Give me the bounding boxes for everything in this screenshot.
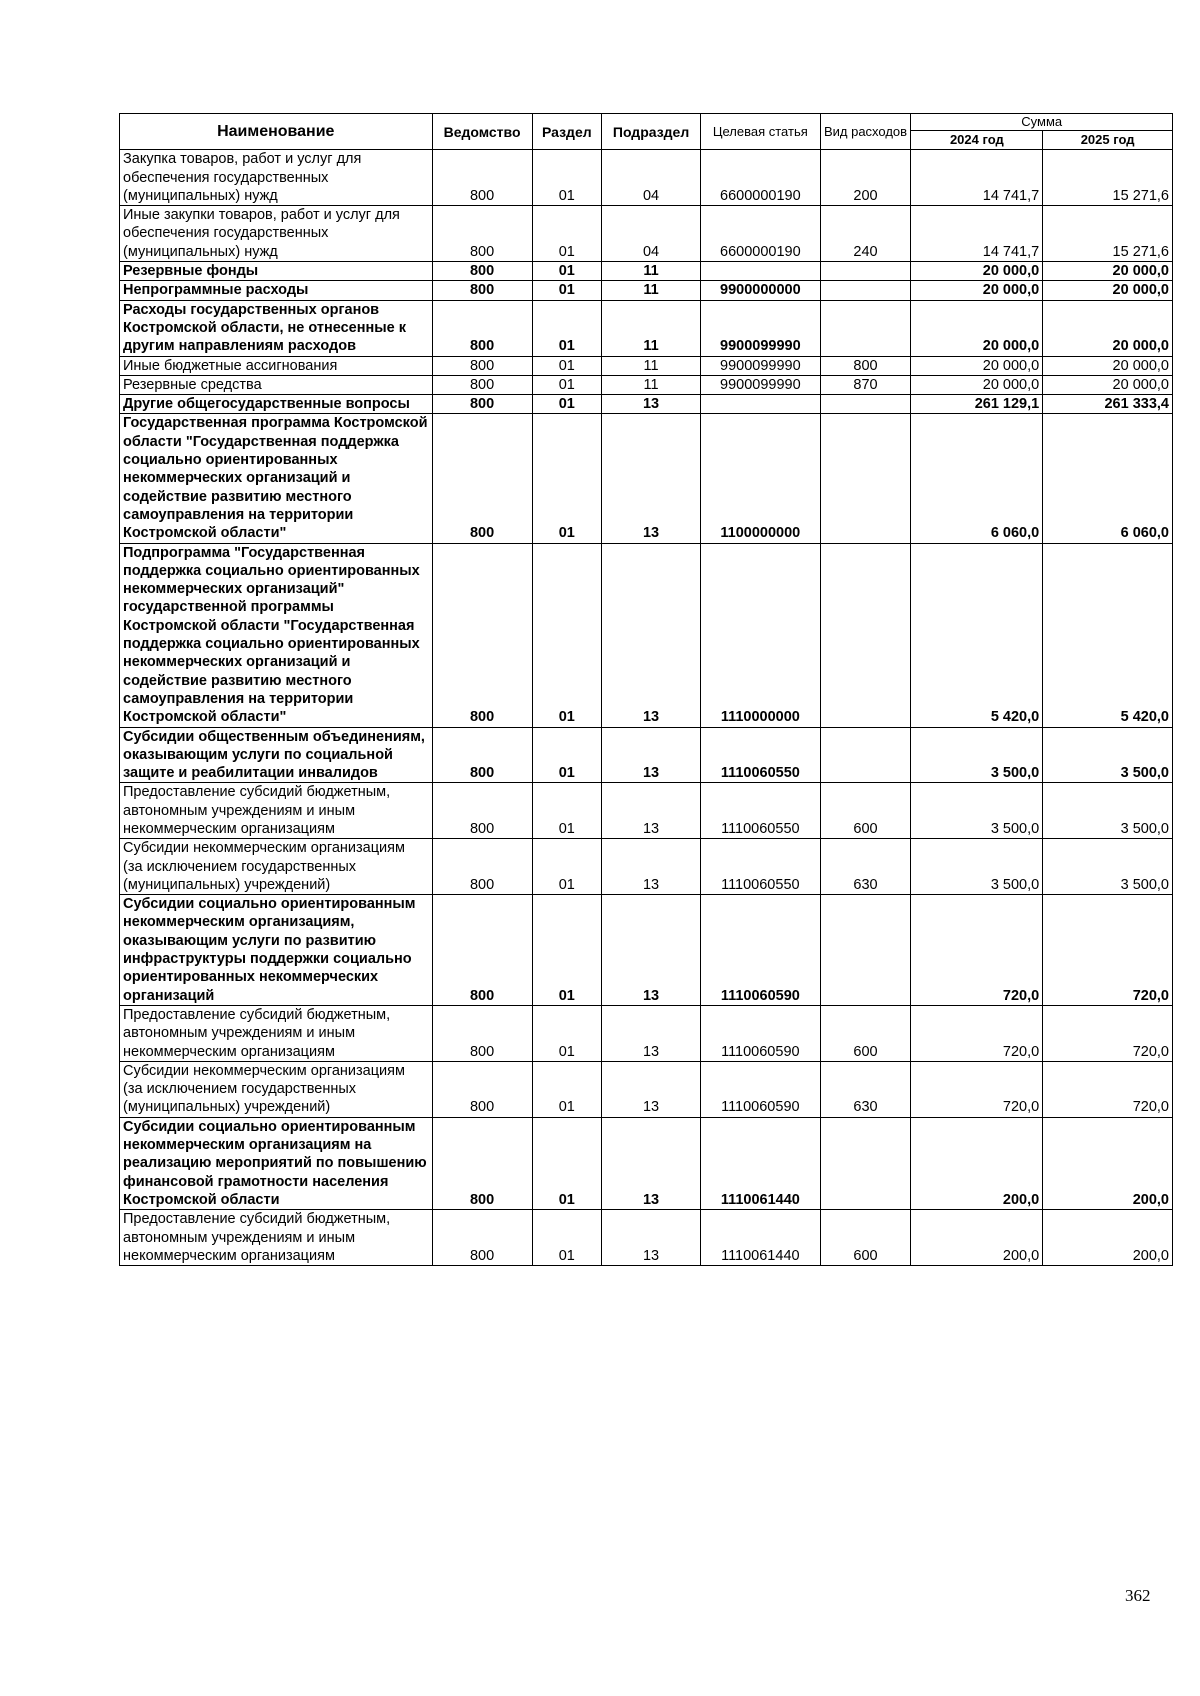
row-sum-2024: 20 000,0 xyxy=(911,300,1043,356)
row-name: Предоставление субсидий бюджетным, автономным учреждениям и иным некоммерческим организациям xyxy=(120,783,433,839)
header-expense-type: Вид расходов xyxy=(820,114,911,150)
row-section: 01 xyxy=(532,281,601,300)
row-sum-2024: 20 000,0 xyxy=(911,356,1043,375)
row-section: 01 xyxy=(532,206,601,262)
row-expense-type xyxy=(820,395,911,414)
row-sum-2025: 20 000,0 xyxy=(1043,356,1173,375)
header-sum: Сумма xyxy=(911,114,1173,131)
row-name: Резервные фонды xyxy=(120,262,433,281)
row-target-article: 1100000000 xyxy=(701,414,820,543)
row-section: 01 xyxy=(532,1210,601,1266)
table-row xyxy=(120,1061,1173,1117)
table-header xyxy=(120,114,1173,150)
row-target-article: 1110061440 xyxy=(701,1117,820,1209)
row-subsection: 04 xyxy=(602,150,701,206)
row-section: 01 xyxy=(532,895,601,1006)
row-expense-type: 630 xyxy=(820,839,911,895)
row-subsection: 11 xyxy=(602,356,701,375)
row-sum-2025: 720,0 xyxy=(1043,895,1173,1006)
row-target-article: 1110060590 xyxy=(701,1061,820,1117)
table-row xyxy=(120,727,1173,783)
row-target-article: 1110060550 xyxy=(701,727,820,783)
row-department: 800 xyxy=(432,1210,532,1266)
row-subsection: 13 xyxy=(602,727,701,783)
row-target-article: 1110060590 xyxy=(701,895,820,1006)
header-section: Раздел xyxy=(532,114,601,150)
row-sum-2024: 3 500,0 xyxy=(911,839,1043,895)
row-subsection: 13 xyxy=(602,1210,701,1266)
table-body xyxy=(120,150,1173,1266)
table-row xyxy=(120,1117,1173,1209)
table-row xyxy=(120,375,1173,394)
row-sum-2025: 20 000,0 xyxy=(1043,281,1173,300)
row-sum-2024: 14 741,7 xyxy=(911,206,1043,262)
row-section: 01 xyxy=(532,1117,601,1209)
row-expense-type xyxy=(820,300,911,356)
row-department: 800 xyxy=(432,356,532,375)
row-section: 01 xyxy=(532,839,601,895)
row-department: 800 xyxy=(432,262,532,281)
row-subsection: 13 xyxy=(602,895,701,1006)
row-section: 01 xyxy=(532,150,601,206)
row-target-article: 9900099990 xyxy=(701,356,820,375)
row-section: 01 xyxy=(532,300,601,356)
row-subsection: 13 xyxy=(602,783,701,839)
row-expense-type: 800 xyxy=(820,356,911,375)
row-expense-type: 200 xyxy=(820,150,911,206)
row-sum-2024: 3 500,0 xyxy=(911,783,1043,839)
row-name: Расходы государственных органов Костромской области, не отнесенные к другим направлениям расходов xyxy=(120,300,433,356)
row-name: Другие общегосударственные вопросы xyxy=(120,395,433,414)
row-sum-2025: 200,0 xyxy=(1043,1210,1173,1266)
row-department: 800 xyxy=(432,300,532,356)
row-sum-2025: 720,0 xyxy=(1043,1005,1173,1061)
row-department: 800 xyxy=(432,895,532,1006)
row-expense-type xyxy=(820,1117,911,1209)
table-row xyxy=(120,543,1173,727)
row-sum-2024: 20 000,0 xyxy=(911,262,1043,281)
row-sum-2024: 6 060,0 xyxy=(911,414,1043,543)
row-subsection: 11 xyxy=(602,300,701,356)
header-department: Ведомство xyxy=(432,114,532,150)
table-row xyxy=(120,281,1173,300)
row-sum-2024: 720,0 xyxy=(911,1061,1043,1117)
row-sum-2025: 15 271,6 xyxy=(1043,206,1173,262)
table-row xyxy=(120,895,1173,1006)
row-sum-2025: 20 000,0 xyxy=(1043,300,1173,356)
row-subsection: 13 xyxy=(602,1005,701,1061)
header-subsection: Подраздел xyxy=(602,114,701,150)
row-expense-type: 600 xyxy=(820,1210,911,1266)
row-sum-2024: 261 129,1 xyxy=(911,395,1043,414)
row-target-article: 1110061440 xyxy=(701,1210,820,1266)
header-year-2025: 2025 год xyxy=(1043,131,1173,150)
header-target-article: Целевая статья xyxy=(701,114,820,150)
row-section: 01 xyxy=(532,356,601,375)
header-name: Наименование xyxy=(120,114,433,150)
row-subsection: 11 xyxy=(602,375,701,394)
row-name: Субсидии общественным объединениям, оказывающим услуги по социальной защите и реабилитации инвалидов xyxy=(120,727,433,783)
table-row xyxy=(120,783,1173,839)
row-subsection: 13 xyxy=(602,1117,701,1209)
row-sum-2025: 3 500,0 xyxy=(1043,783,1173,839)
row-sum-2024: 3 500,0 xyxy=(911,727,1043,783)
row-sum-2024: 20 000,0 xyxy=(911,375,1043,394)
table-row xyxy=(120,395,1173,414)
row-department: 800 xyxy=(432,839,532,895)
header-year-2024: 2024 год xyxy=(911,131,1043,150)
table-row xyxy=(120,206,1173,262)
row-name: Предоставление субсидий бюджетным, автономным учреждениям и иным некоммерческим организациям xyxy=(120,1210,433,1266)
row-expense-type: 240 xyxy=(820,206,911,262)
row-expense-type: 600 xyxy=(820,783,911,839)
table-row xyxy=(120,262,1173,281)
row-sum-2025: 720,0 xyxy=(1043,1061,1173,1117)
row-target-article: 6600000190 xyxy=(701,150,820,206)
row-name: Субсидии социально ориентированным некоммерческим организациям на реализацию мероприятий по повышению финансовой грамотности населения Костромской области xyxy=(120,1117,433,1209)
row-subsection: 04 xyxy=(602,206,701,262)
row-sum-2024: 200,0 xyxy=(911,1210,1043,1266)
row-sum-2024: 14 741,7 xyxy=(911,150,1043,206)
table-row xyxy=(120,356,1173,375)
row-target-article: 6600000190 xyxy=(701,206,820,262)
row-department: 800 xyxy=(432,414,532,543)
row-department: 800 xyxy=(432,727,532,783)
row-department: 800 xyxy=(432,543,532,727)
row-target-article: 1110060550 xyxy=(701,839,820,895)
row-expense-type xyxy=(820,281,911,300)
row-department: 800 xyxy=(432,281,532,300)
row-sum-2025: 261 333,4 xyxy=(1043,395,1173,414)
row-section: 01 xyxy=(532,783,601,839)
row-target-article: 9900099990 xyxy=(701,300,820,356)
row-target-article xyxy=(701,262,820,281)
row-subsection: 13 xyxy=(602,839,701,895)
row-expense-type xyxy=(820,727,911,783)
table-row xyxy=(120,150,1173,206)
row-section: 01 xyxy=(532,375,601,394)
row-name: Подпрограмма "Государственная поддержка социально ориентированных некоммерческих организаций" государственной программы Костромской области "Государственная поддержка социально ориентированных некоммерческих организаций и содействие развитию местного самоуправления на территории Костромской области" xyxy=(120,543,433,727)
row-sum-2025: 3 500,0 xyxy=(1043,839,1173,895)
row-name: Субсидии некоммерческим организациям (за исключением государственных (муниципальных) учреждений) xyxy=(120,839,433,895)
row-sum-2025: 20 000,0 xyxy=(1043,375,1173,394)
row-target-article: 9900099990 xyxy=(701,375,820,394)
page-number: 362 xyxy=(1125,1586,1151,1605)
row-section: 01 xyxy=(532,414,601,543)
row-subsection: 13 xyxy=(602,395,701,414)
row-sum-2024: 720,0 xyxy=(911,895,1043,1006)
row-name: Закупка товаров, работ и услуг для обеспечения государственных (муниципальных) нужд xyxy=(120,150,433,206)
row-name: Иные закупки товаров, работ и услуг для обеспечения государственных (муниципальных) нужд xyxy=(120,206,433,262)
row-department: 800 xyxy=(432,1005,532,1061)
row-sum-2024: 20 000,0 xyxy=(911,281,1043,300)
row-section: 01 xyxy=(532,1005,601,1061)
budget-table xyxy=(119,113,1173,1266)
row-department: 800 xyxy=(432,206,532,262)
row-section: 01 xyxy=(532,543,601,727)
row-department: 800 xyxy=(432,375,532,394)
row-target-article: 1110060590 xyxy=(701,1005,820,1061)
row-section: 01 xyxy=(532,727,601,783)
row-target-article xyxy=(701,395,820,414)
row-subsection: 11 xyxy=(602,281,701,300)
row-section: 01 xyxy=(532,1061,601,1117)
row-department: 800 xyxy=(432,150,532,206)
row-expense-type: 870 xyxy=(820,375,911,394)
row-sum-2024: 5 420,0 xyxy=(911,543,1043,727)
row-expense-type xyxy=(820,414,911,543)
row-section: 01 xyxy=(532,395,601,414)
row-department: 800 xyxy=(432,1061,532,1117)
row-sum-2025: 200,0 xyxy=(1043,1117,1173,1209)
row-subsection: 13 xyxy=(602,1061,701,1117)
table-row xyxy=(120,414,1173,543)
table-row xyxy=(120,1210,1173,1266)
row-subsection: 13 xyxy=(602,543,701,727)
row-sum-2025: 5 420,0 xyxy=(1043,543,1173,727)
row-name: Резервные средства xyxy=(120,375,433,394)
row-target-article: 1110000000 xyxy=(701,543,820,727)
table-row xyxy=(120,1005,1173,1061)
row-sum-2025: 15 271,6 xyxy=(1043,150,1173,206)
row-name: Субсидии социально ориентированным некоммерческим организациям, оказывающим услуги по развитию инфраструктуры поддержки социально ориентированных некоммерческих организаций xyxy=(120,895,433,1006)
row-section: 01 xyxy=(532,262,601,281)
row-subsection: 11 xyxy=(602,262,701,281)
row-name: Государственная программа Костромской области "Государственная поддержка социально ориентированных некоммерческих организаций и содействие развитию местного самоуправления на территории Костромской области" xyxy=(120,414,433,543)
row-name: Предоставление субсидий бюджетным, автономным учреждениям и иным некоммерческим организациям xyxy=(120,1005,433,1061)
row-subsection: 13 xyxy=(602,414,701,543)
row-department: 800 xyxy=(432,395,532,414)
table-row xyxy=(120,300,1173,356)
row-target-article: 9900000000 xyxy=(701,281,820,300)
row-expense-type xyxy=(820,543,911,727)
row-name: Иные бюджетные ассигнования xyxy=(120,356,433,375)
row-target-article: 1110060550 xyxy=(701,783,820,839)
row-name: Субсидии некоммерческим организациям (за исключением государственных (муниципальных) учреждений) xyxy=(120,1061,433,1117)
row-expense-type: 600 xyxy=(820,1005,911,1061)
row-expense-type xyxy=(820,895,911,1006)
row-expense-type xyxy=(820,262,911,281)
row-sum-2025: 6 060,0 xyxy=(1043,414,1173,543)
row-department: 800 xyxy=(432,1117,532,1209)
row-name: Непрограммные расходы xyxy=(120,281,433,300)
table-row xyxy=(120,839,1173,895)
row-expense-type: 630 xyxy=(820,1061,911,1117)
row-sum-2024: 720,0 xyxy=(911,1005,1043,1061)
row-department: 800 xyxy=(432,783,532,839)
row-sum-2025: 20 000,0 xyxy=(1043,262,1173,281)
row-sum-2024: 200,0 xyxy=(911,1117,1043,1209)
row-sum-2025: 3 500,0 xyxy=(1043,727,1173,783)
